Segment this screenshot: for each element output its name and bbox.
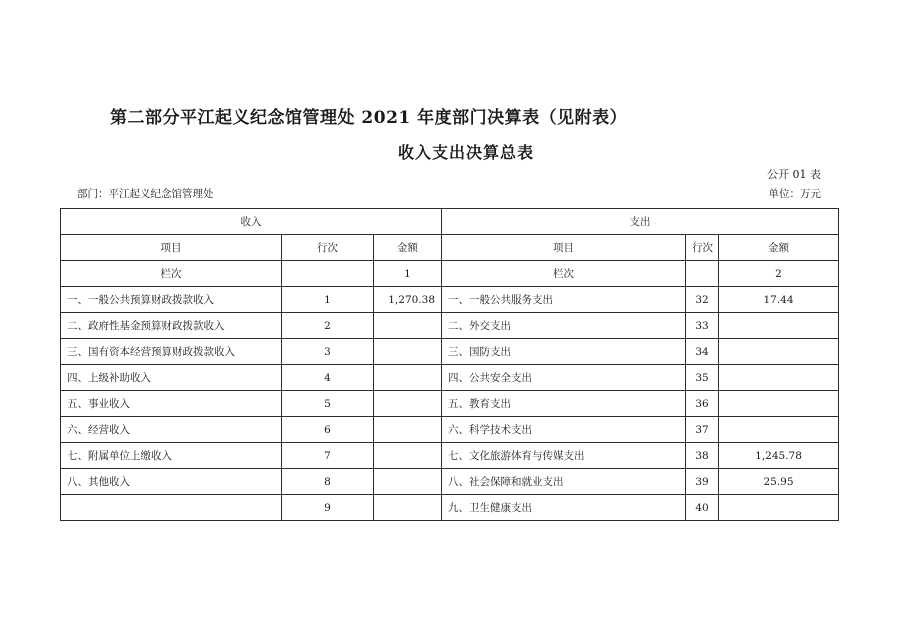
expense-amount-cell xyxy=(719,313,839,339)
expense-item-cell: 八、社会保障和就业支出 xyxy=(442,469,686,495)
expense-line-no-cell: 34 xyxy=(686,339,719,365)
col-header-line-no-expense: 行次 xyxy=(686,235,719,261)
table-row xyxy=(61,417,839,443)
income-amount-cell xyxy=(374,443,442,469)
income-line-no-cell: 7 xyxy=(282,443,374,469)
expense-item-cell: 四、公共安全支出 xyxy=(442,365,686,391)
column-index-row xyxy=(61,261,839,287)
income-line-no-cell: 3 xyxy=(282,339,374,365)
income-item-cell: 三、国有资本经营预算财政拨款收入 xyxy=(61,339,282,365)
expense-amount-cell xyxy=(719,339,839,365)
table-row xyxy=(61,469,839,495)
income-line-no-cell: 4 xyxy=(282,365,374,391)
expense-amount-cell: 25.95 xyxy=(719,469,839,495)
income-line-no-cell: 8 xyxy=(282,469,374,495)
expense-item-cell: 七、文化旅游体育与传媒支出 xyxy=(442,443,686,469)
income-item-cell: 七、附属单位上缴收入 xyxy=(61,443,282,469)
expense-amount-cell xyxy=(719,365,839,391)
col-index-income: 1 xyxy=(374,261,442,287)
income-line-no-cell: 5 xyxy=(282,391,374,417)
expense-item-cell: 二、外交支出 xyxy=(442,313,686,339)
income-item-cell xyxy=(61,495,282,521)
table-row xyxy=(61,391,839,417)
table-title: 收入支出决算总表 xyxy=(398,143,535,162)
table-row xyxy=(61,495,839,521)
expense-item-cell: 五、教育支出 xyxy=(442,391,686,417)
expense-amount-cell xyxy=(719,495,839,521)
col-header-amount-expense: 金额 xyxy=(719,235,839,261)
income-line-no-cell: 2 xyxy=(282,313,374,339)
form-number: 公开 01 表 xyxy=(767,168,821,181)
expense-amount-cell: 17.44 xyxy=(719,287,839,313)
income-amount-cell xyxy=(374,495,442,521)
expense-item-cell: 九、卫生健康支出 xyxy=(442,495,686,521)
income-amount-cell xyxy=(374,339,442,365)
table-row xyxy=(61,339,839,365)
expense-section-header: 支出 xyxy=(442,209,839,235)
income-amount-cell: 1,270.38 xyxy=(374,287,442,313)
expense-line-no-cell: 39 xyxy=(686,469,719,495)
income-amount-cell xyxy=(374,391,442,417)
income-item-cell: 五、事业收入 xyxy=(61,391,282,417)
income-amount-cell xyxy=(374,313,442,339)
income-item-cell: 四、上级补助收入 xyxy=(61,365,282,391)
income-line-no-cell: 9 xyxy=(282,495,374,521)
expense-line-no-cell: 37 xyxy=(686,417,719,443)
table-row xyxy=(61,313,839,339)
table-row xyxy=(61,365,839,391)
expense-amount-cell xyxy=(719,417,839,443)
income-amount-cell xyxy=(374,469,442,495)
col-index-expense: 2 xyxy=(719,261,839,287)
expense-line-no-cell: 38 xyxy=(686,443,719,469)
income-item-cell: 二、政府性基金预算财政拨款收入 xyxy=(61,313,282,339)
income-item-cell: 六、经营收入 xyxy=(61,417,282,443)
income-item-cell: 一、一般公共预算财政拨款收入 xyxy=(61,287,282,313)
document-title: 第二部分平江起义纪念馆管理处 2021 年度部门决算表（见附表） xyxy=(110,108,628,128)
income-line-no-cell: 6 xyxy=(282,417,374,443)
income-amount-cell xyxy=(374,365,442,391)
col-header-amount: 金额 xyxy=(374,235,442,261)
expense-amount-cell: 1,245.78 xyxy=(719,443,839,469)
col-header-item-expense: 项目 xyxy=(442,235,686,261)
expense-line-no-cell: 35 xyxy=(686,365,719,391)
col-index-label: 栏次 xyxy=(61,261,282,287)
income-section-header: 收入 xyxy=(61,209,442,235)
expense-line-no-cell: 33 xyxy=(686,313,719,339)
income-expense-table xyxy=(60,208,839,521)
expense-line-no-cell: 40 xyxy=(686,495,719,521)
col-index-label-expense: 栏次 xyxy=(442,261,686,287)
expense-line-no-cell: 36 xyxy=(686,391,719,417)
table-row xyxy=(61,287,839,313)
col-index-empty xyxy=(282,261,374,287)
income-line-no-cell: 1 xyxy=(282,287,374,313)
expense-item-cell: 一、一般公共服务支出 xyxy=(442,287,686,313)
expense-item-cell: 三、国防支出 xyxy=(442,339,686,365)
col-header-line-no: 行次 xyxy=(282,235,374,261)
column-header-row xyxy=(61,235,839,261)
expense-item-cell: 六、科学技术支出 xyxy=(442,417,686,443)
expense-amount-cell xyxy=(719,391,839,417)
section-header-row xyxy=(61,209,839,235)
unit-label: 单位：万元 xyxy=(768,188,821,200)
expense-line-no-cell: 32 xyxy=(686,287,719,313)
table-row xyxy=(61,443,839,469)
department-label: 部门：平江起义纪念馆管理处 xyxy=(77,188,214,200)
col-header-item: 项目 xyxy=(61,235,282,261)
income-amount-cell xyxy=(374,417,442,443)
income-item-cell: 八、其他收入 xyxy=(61,469,282,495)
col-index-empty-expense xyxy=(686,261,719,287)
